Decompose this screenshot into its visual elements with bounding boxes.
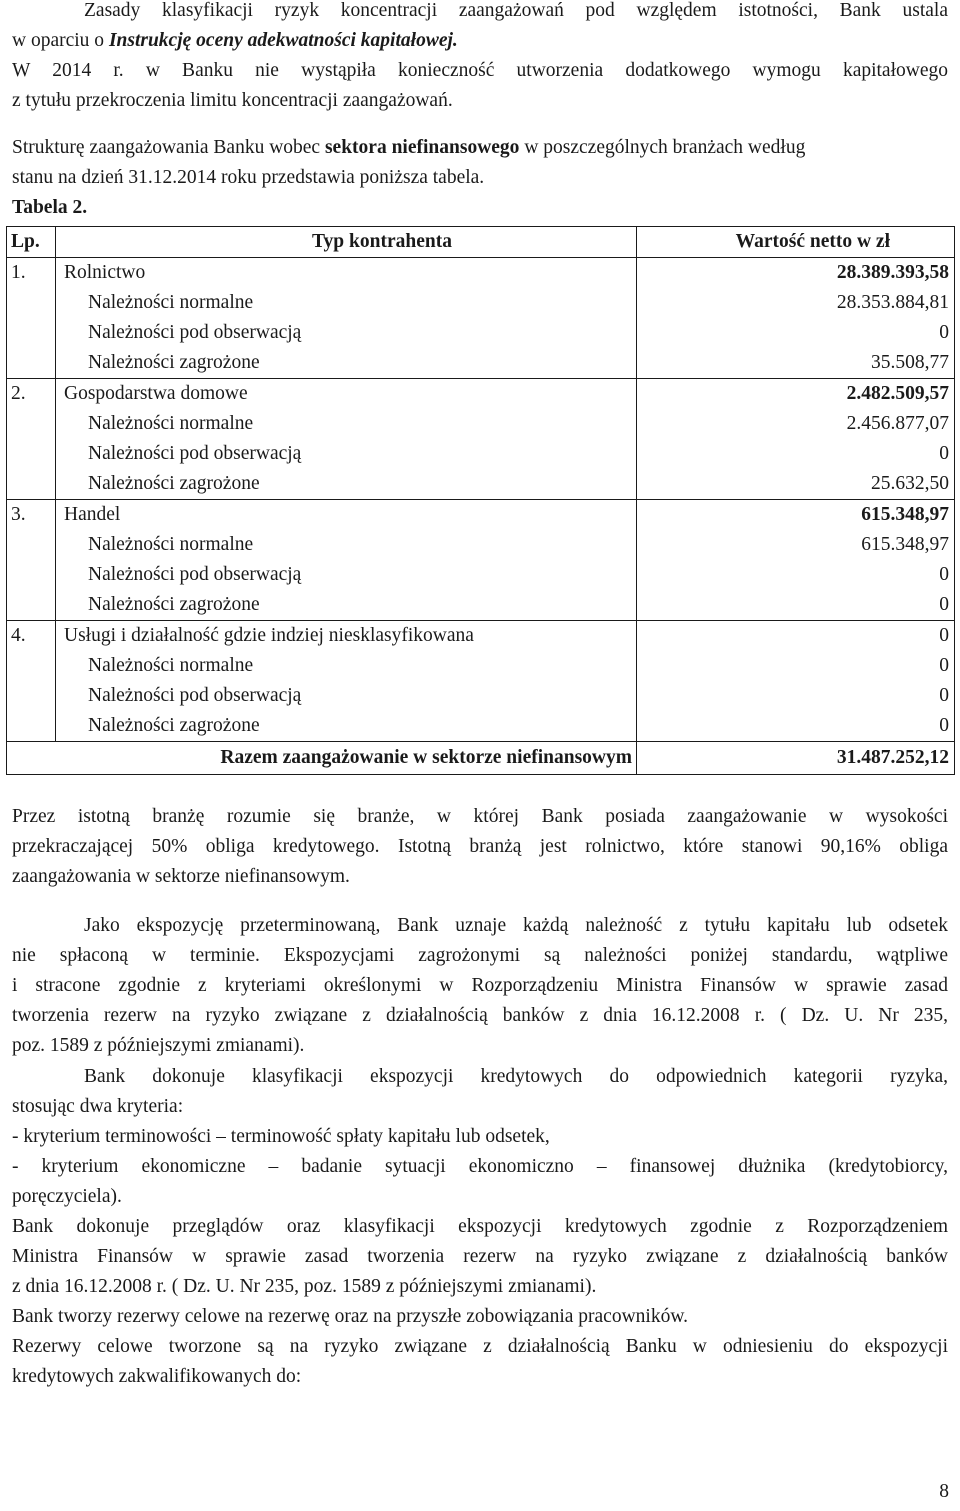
exposure-paragraph	[12, 911, 948, 1061]
row-value: 28.389.393,58	[637, 258, 955, 289]
row-value: 615.348,97	[637, 500, 955, 531]
structure-line	[12, 133, 948, 163]
branch-line: zaangażowania w sektorze niefinansowym.	[12, 866, 350, 887]
table-row	[7, 590, 955, 621]
exposure-line: i stracone zgodnie z kryteriami określonymi w Rozporządzeniu Ministra Finansów w sprawie zasad	[12, 975, 948, 996]
page-number: 8	[939, 1481, 949, 1502]
table-row	[7, 621, 955, 652]
row-subtype: Należności zagrożone	[56, 348, 637, 379]
row-lp: 2.	[7, 379, 56, 410]
row-category: Gospodarstwa domowe	[56, 379, 637, 410]
table-row	[7, 651, 955, 681]
row-category: Rolnictwo	[56, 258, 637, 289]
row-subtype: Należności zagrożone	[56, 711, 637, 742]
row-subtype: Należności normalne	[56, 409, 637, 439]
exposure-line: Jako ekspozycję przeterminowaną, Bank uznaje każdą należność z tytułu kapitału lub odsetek	[84, 915, 948, 936]
row-subtype: Należności pod obserwacją	[56, 681, 637, 711]
row-lp: 1.	[7, 258, 56, 289]
table-row	[7, 288, 955, 318]
exposure-line: poz. 1589 z późniejszymi zmianami).	[12, 1035, 305, 1056]
classification-paragraph	[12, 1062, 948, 1212]
review-paragraph	[12, 1212, 948, 1302]
row-value: 0	[637, 651, 955, 681]
structure-text: w poszczególnych branżach według	[519, 137, 806, 158]
classification-line: Bank dokonuje klasyfikacji ekspozycji kredytowych do odpowiednich kategorii ryzyka,	[84, 1066, 948, 1087]
review-line: z dnia 16.12.2008 r. ( Dz. U. Nr 235, poz. 1589 z późniejszymi zmianami).	[12, 1276, 597, 1297]
row-value: 0	[637, 681, 955, 711]
row-value: 615.348,97	[637, 530, 955, 560]
row-value: 0	[637, 621, 955, 652]
header-lp: Lp.	[7, 227, 56, 258]
table-row	[7, 439, 955, 469]
classification-line: - kryterium terminowości – terminowość spłaty kapitału lub odsetek,	[12, 1126, 550, 1147]
intro-line: W 2014 r. w Banku nie wystąpiła konieczność utworzenia dodatkowego wymogu kapitałowego	[12, 60, 948, 81]
instruction-title: Instrukcję oceny adekwatności kapitałowej.	[108, 30, 458, 51]
total-label: Razem zaangażowanie w sektorze niefinansowym	[7, 742, 637, 775]
sector-emphasis: sektora niefinansowego	[324, 137, 520, 158]
table-row	[7, 500, 955, 531]
structure-paragraph	[12, 133, 948, 223]
row-subtype: Należności pod obserwacją	[56, 318, 637, 348]
table-row	[7, 530, 955, 560]
exposure-line: tworzenia rezerw na ryzyko związane z działalnością banków z dnia 16.12.2008 r. ( Dz. U. Nr 235,	[12, 1005, 948, 1026]
table-row	[7, 560, 955, 590]
row-lp: 4.	[7, 621, 56, 652]
table-row	[7, 258, 955, 289]
table-row	[7, 379, 955, 410]
table-header-row	[7, 227, 955, 258]
row-subtype: Należności zagrożone	[56, 469, 637, 500]
row-subtype: Należności pod obserwacją	[56, 560, 637, 590]
row-subtype: Należności normalne	[56, 530, 637, 560]
row-category: Usługi i działalność gdzie indziej niesklasyfikowana	[56, 621, 637, 652]
intro-line-lead: w oparciu o	[12, 30, 109, 51]
row-value: 0	[637, 590, 955, 621]
branch-line: przekraczającej 50% obliga kredytowego. Istotną branżą jest rolnictwo, które stanowi 90,16% obliga	[12, 836, 948, 857]
reserves-paragraph	[12, 1302, 948, 1332]
classification-line: - kryterium ekonomiczne – badanie sytuacji ekonomiczno – finansowej dłużnika (kredytobiorcy,	[12, 1156, 948, 1177]
table-total-row	[7, 742, 955, 775]
row-category: Handel	[56, 500, 637, 531]
table-row	[7, 469, 955, 500]
targeted-reserves-paragraph	[12, 1332, 948, 1392]
header-type: Typ kontrahenta	[56, 227, 637, 258]
table-row	[7, 409, 955, 439]
table-row	[7, 681, 955, 711]
row-value: 0	[637, 439, 955, 469]
classification-line: poręczyciela).	[12, 1186, 122, 1207]
row-value: 0	[637, 318, 955, 348]
row-value: 0	[637, 711, 955, 742]
intro-paragraph	[12, 0, 948, 116]
row-value: 2.456.877,07	[637, 409, 955, 439]
exposure-table	[6, 226, 955, 775]
table-caption: Tabela 2.	[12, 197, 88, 218]
row-subtype: Należności normalne	[56, 651, 637, 681]
row-subtype: Należności pod obserwacją	[56, 439, 637, 469]
reserves-line: Bank tworzy rezerwy celowe na rezerwę oraz na przyszłe zobowiązania pracowników.	[12, 1306, 689, 1327]
intro-line: z tytułu przekroczenia limitu koncentracji zaangażowań.	[12, 90, 453, 111]
branch-line: Przez istotną branżę rozumie się branże, w której Bank posiada zaangażowanie w wysokości	[12, 806, 948, 827]
structure-line: stanu na dzień 31.12.2014 roku przedstawia poniższa tabela.	[12, 167, 485, 188]
row-subtype: Należności normalne	[56, 288, 637, 318]
row-value: 25.632,50	[637, 469, 955, 500]
review-line: Ministra Finansów w sprawie zasad tworzenia rezerw na ryzyko związane z działalnością banków	[12, 1246, 948, 1267]
intro-line	[12, 26, 948, 56]
table-row	[7, 348, 955, 379]
total-value: 31.487.252,12	[637, 742, 955, 775]
review-line: Bank dokonuje przeglądów oraz klasyfikacji ekspozycji kredytowych zgodnie z Rozporządzeniem	[12, 1216, 948, 1237]
row-lp: 3.	[7, 500, 56, 531]
classification-line: stosując dwa kryteria:	[12, 1096, 184, 1117]
header-value: Wartość netto w zł	[637, 227, 955, 258]
table-row	[7, 711, 955, 742]
row-value: 0	[637, 560, 955, 590]
table-row	[7, 318, 955, 348]
row-value: 28.353.884,81	[637, 288, 955, 318]
row-subtype: Należności zagrożone	[56, 590, 637, 621]
structure-text: Strukturę zaangażowania Banku wobec	[12, 137, 325, 158]
row-value: 2.482.509,57	[637, 379, 955, 410]
exposure-line: nie spłaconą w terminie. Ekspozycjami zagrożonymi są należności poniżej standardu, wątpliwe	[12, 945, 948, 966]
targeted-line: kredytowych zakwalifikowanych do:	[12, 1366, 302, 1387]
targeted-line: Rezerwy celowe tworzone są na ryzyko związane z działalnością Banku w odniesieniu do ekspozycji	[12, 1336, 948, 1357]
row-value: 35.508,77	[637, 348, 955, 379]
intro-line: Zasady klasyfikacji ryzyk koncentracji zaangażowań pod względem istotności, Bank ustala	[84, 0, 948, 21]
branch-paragraph	[12, 802, 948, 892]
